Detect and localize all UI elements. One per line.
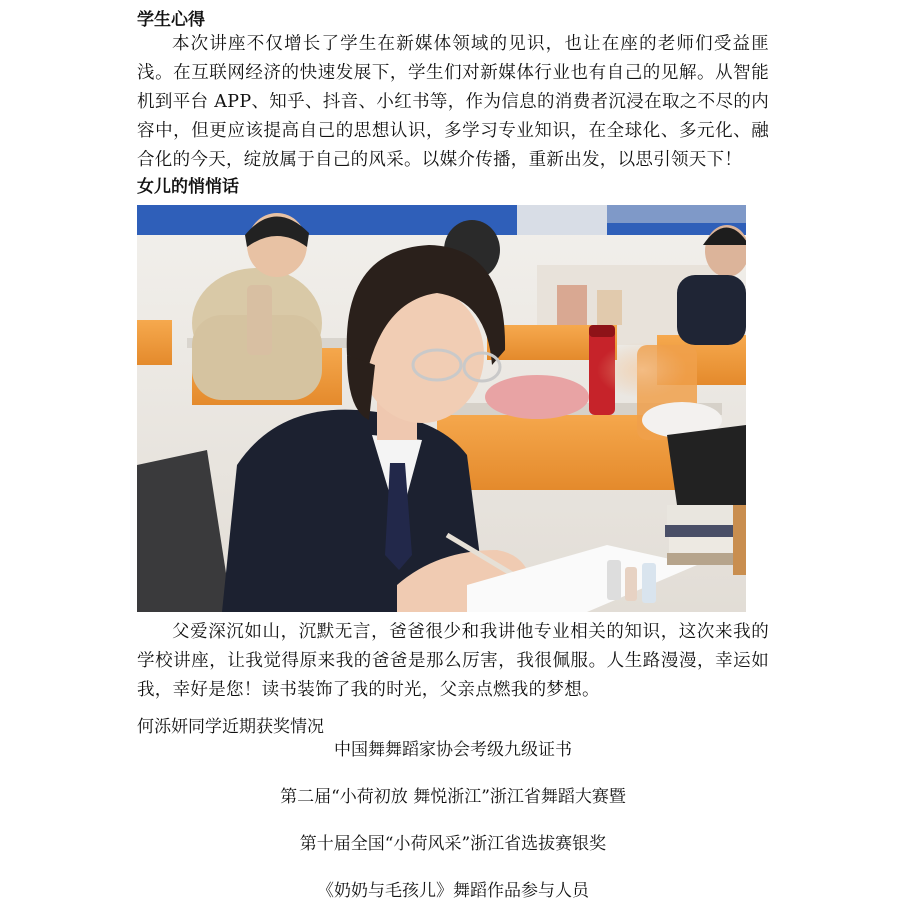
daughter-whisper-heading: 女儿的悄悄话 bbox=[137, 177, 239, 197]
award-item: 《奶奶与毛孩儿》舞蹈作品参与人员 bbox=[317, 881, 589, 901]
award-item: 中国舞舞蹈家协会考级九级证书 bbox=[334, 740, 572, 760]
classroom-photo bbox=[137, 205, 746, 612]
student-reflection-paragraph: 本次讲座不仅增长了学生在新媒体领域的见识，也让在座的老师们受益匪浅。在互联网经济的快速发展下，学生们对新媒体行业也有自己的见解。从智能机到平台 APP、知乎、抖音、小红书等，作为信息的消费者沉浸在取之不尽的内容中，但更应该提高自己的思想认识，多学习专业知识，在全球化、多元化、融合化的今天，绽放属于自己的风采。以媒介传播，重新出发，以思引领天下！ bbox=[137, 34, 769, 170]
awards-intro: 何泺妍同学近期获奖情况 bbox=[137, 717, 324, 737]
daughter-whisper-paragraph: 父爱深沉如山，沉默无言，爸爸很少和我讲他专业相关的知识，这次来我的学校讲座，让我觉得原来我的爸爸是那么厉害，我很佩服。人生路漫漫，幸运如我，幸好是您！读书装饰了我的时光，父亲点燃我的梦想。 bbox=[137, 622, 769, 700]
classroom-photo-illustration bbox=[137, 205, 746, 612]
award-item: 第十届全国“小荷风采”浙江省选拔赛银奖 bbox=[299, 834, 607, 854]
student-reflection-heading: 学生心得 bbox=[137, 10, 205, 30]
award-item: 第二届“小荷初放 舞悦浙江”浙江省舞蹈大赛暨 bbox=[280, 787, 626, 807]
